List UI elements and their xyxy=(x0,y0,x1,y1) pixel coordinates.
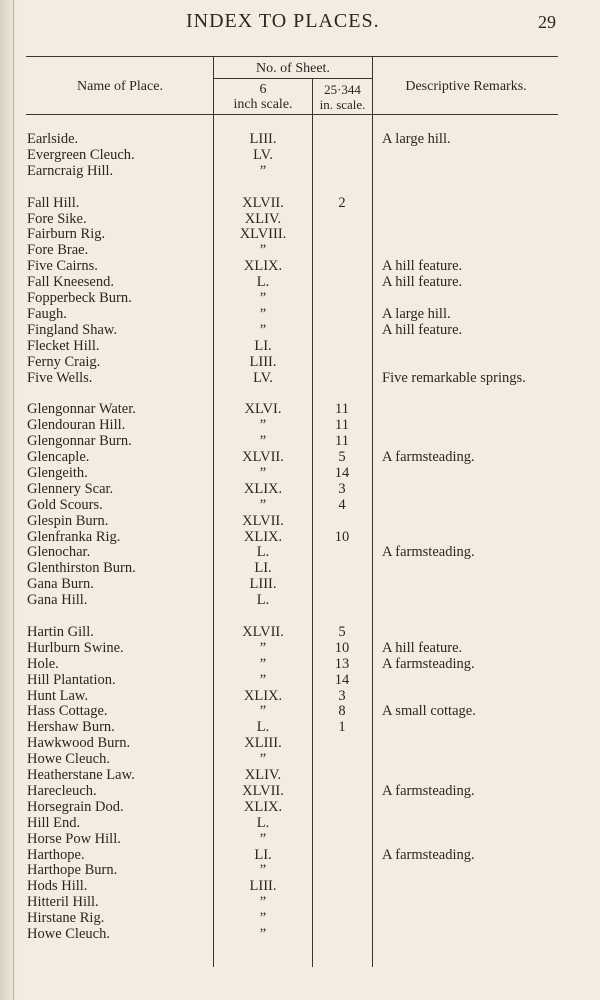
place-name: Harthope. xyxy=(27,846,85,863)
descriptive-remark: A large hill. xyxy=(382,305,451,322)
six-inch-sheet: XLIX. xyxy=(243,798,283,815)
table-row xyxy=(0,544,600,560)
six-inch-sheet: LI. xyxy=(254,337,272,354)
large-scale-sheet: 8 xyxy=(338,703,346,720)
place-name: Glencaple. xyxy=(27,449,90,465)
six-inch-sheet: XLIII. xyxy=(244,735,282,752)
table-row xyxy=(0,258,600,274)
table-row xyxy=(0,815,600,831)
six-inch-sheet: XLIX. xyxy=(243,258,283,275)
place-name: Fingland Shaw. xyxy=(27,321,118,338)
large-scale-sheet: 10 xyxy=(334,639,350,656)
place-name: Horsegrain Dod. xyxy=(27,798,124,815)
large-scale-sheet: 4 xyxy=(338,496,346,513)
table-row xyxy=(0,703,600,719)
six-inch-sheet: XLVII. xyxy=(242,782,284,799)
place-name: Fall Kneesend. xyxy=(27,274,114,291)
header-bottom-rule xyxy=(26,114,558,115)
table-row xyxy=(0,767,600,783)
table-row xyxy=(0,354,600,370)
table-row xyxy=(0,640,600,656)
place-name: Glenfranka Rig. xyxy=(27,528,121,545)
header-name-of-place: Name of Place. xyxy=(77,79,163,94)
six-inch-sheet: L. xyxy=(256,544,270,561)
place-name: Hole. xyxy=(27,655,59,672)
table-row xyxy=(0,576,600,592)
table-row xyxy=(0,179,600,195)
place-name: Hill Plantation. xyxy=(27,671,116,688)
large-scale-sheet: 3 xyxy=(338,687,346,704)
six-inch-sheet: ” xyxy=(259,655,267,672)
six-inch-sheet: XLIX. xyxy=(243,480,283,497)
six-inch-sheet: LI. xyxy=(254,560,272,577)
table-row xyxy=(0,862,600,878)
table-row xyxy=(0,529,600,545)
table-top-rule xyxy=(26,56,558,57)
six-inch-sheet: ” xyxy=(259,417,267,434)
descriptive-remark: A small cottage. xyxy=(382,703,476,720)
table-row xyxy=(0,719,600,735)
table-row xyxy=(0,131,600,147)
place-name: Hitteril Hill. xyxy=(27,894,99,911)
place-name: Ferny Craig. xyxy=(27,353,101,370)
place-name: Faugh. xyxy=(27,305,67,322)
table-row xyxy=(0,242,600,258)
six-inch-sheet: LI. xyxy=(254,846,272,863)
place-name: Fore Sike. xyxy=(27,210,87,227)
place-name: Hods Hill. xyxy=(27,878,88,895)
table-row xyxy=(0,847,600,863)
table-row xyxy=(0,592,600,608)
six-inch-sheet: XLVIII. xyxy=(239,226,287,243)
place-name: Gana Hill. xyxy=(27,592,88,609)
six-inch-sheet: ” xyxy=(259,910,267,927)
table-row xyxy=(0,211,600,227)
descriptive-remark: A large hill. xyxy=(382,131,451,147)
six-inch-sheet: ” xyxy=(259,639,267,656)
table-row xyxy=(0,322,600,338)
large-scale-sheet: 1 xyxy=(338,719,346,736)
descriptive-remark: A farmsteading. xyxy=(382,544,475,561)
place-name: Five Wells. xyxy=(27,369,93,386)
place-name: Hawkwood Burn. xyxy=(27,735,131,752)
place-name: Earncraig Hill. xyxy=(27,162,114,179)
six-inch-sheet: L. xyxy=(256,274,270,291)
descriptive-remark: A farmsteading. xyxy=(382,449,475,465)
table-row xyxy=(0,163,600,179)
place-name: Hartin Gill. xyxy=(27,623,94,640)
six-inch-sheet: XLIX. xyxy=(243,687,283,704)
six-inch-sheet: ” xyxy=(259,703,267,720)
header-no-of-sheet: No. of Sheet. xyxy=(256,61,330,76)
place-name: Hurlburn Swine. xyxy=(27,639,124,656)
table-row xyxy=(0,226,600,242)
six-inch-sheet: ” xyxy=(259,894,267,911)
descriptive-remark: A hill feature. xyxy=(382,258,463,275)
place-name: Glengonnar Burn. xyxy=(27,433,132,450)
table-row xyxy=(0,370,600,386)
table-row xyxy=(0,465,600,481)
six-inch-sheet: L. xyxy=(256,592,270,609)
table-row xyxy=(0,560,600,576)
table-row xyxy=(0,688,600,704)
six-inch-sheet: ” xyxy=(259,290,267,306)
header-descriptive-remarks: Descriptive Remarks. xyxy=(405,79,527,94)
table-row xyxy=(0,751,600,767)
table-row xyxy=(0,195,600,211)
large-scale-sheet: 13 xyxy=(334,655,350,672)
place-name: Fore Brae. xyxy=(27,242,89,259)
table-row xyxy=(0,624,600,640)
place-name: Glespin Burn. xyxy=(27,512,109,529)
table-row xyxy=(0,894,600,910)
place-name: Fopperbeck Burn. xyxy=(27,290,132,306)
descriptive-remark: A hill feature. xyxy=(382,274,463,291)
place-name: Five Cairns. xyxy=(27,258,98,275)
place-name: Glenthirston Burn. xyxy=(27,560,136,577)
place-name: Heatherstane Law. xyxy=(27,767,135,783)
table-row xyxy=(0,926,600,942)
six-inch-sheet: ” xyxy=(259,496,267,513)
six-inch-sheet: LIII. xyxy=(249,131,277,147)
table-row xyxy=(0,417,600,433)
table-row xyxy=(0,608,600,624)
place-name: Hunt Law. xyxy=(27,687,89,704)
large-scale-sheet: 11 xyxy=(335,433,349,450)
six-inch-sheet: ” xyxy=(259,751,267,768)
large-scale-sheet: 2 xyxy=(338,194,346,211)
six-inch-sheet: LIII. xyxy=(249,878,277,895)
table-row xyxy=(0,799,600,815)
descriptive-remark: A farmsteading. xyxy=(382,782,475,799)
descriptive-remark: A hill feature. xyxy=(382,321,463,338)
table-row xyxy=(0,306,600,322)
place-name: Glengonnar Water. xyxy=(27,401,136,418)
six-inch-sheet: XLIX. xyxy=(243,528,283,545)
six-inch-sheet: ” xyxy=(259,321,267,338)
place-name: Hill End. xyxy=(27,814,81,831)
place-name: Flecket Hill. xyxy=(27,337,100,354)
place-name: Earlside. xyxy=(27,131,79,147)
running-head: INDEX TO PLACES. xyxy=(186,10,380,32)
table-row xyxy=(0,497,600,513)
six-inch-sheet: ” xyxy=(259,242,267,259)
place-name: Fall Hill. xyxy=(27,194,80,211)
descriptive-remark: A hill feature. xyxy=(382,639,463,656)
table-row xyxy=(0,656,600,672)
place-name: Glendouran Hill. xyxy=(27,417,126,434)
table-row xyxy=(0,735,600,751)
sheet-group-rule xyxy=(214,78,372,79)
descriptive-remark: Five remarkable springs. xyxy=(382,369,526,386)
table-row xyxy=(0,274,600,290)
six-inch-sheet: ” xyxy=(259,464,267,481)
table-row xyxy=(0,481,600,497)
large-scale-sheet: 11 xyxy=(335,417,349,434)
place-name: Glengeith. xyxy=(27,464,88,481)
descriptive-remark: A farmsteading. xyxy=(382,846,475,863)
table-row xyxy=(0,433,600,449)
large-scale-sheet: 5 xyxy=(338,449,346,465)
large-scale-sheet: 5 xyxy=(338,623,346,640)
place-name: Harthope Burn. xyxy=(27,862,118,879)
place-name: Horse Pow Hill. xyxy=(27,830,121,847)
table-row xyxy=(0,831,600,847)
large-scale-sheet: 14 xyxy=(334,464,350,481)
six-inch-sheet: L. xyxy=(256,814,270,831)
table-row xyxy=(0,449,600,465)
place-name: Gold Scours. xyxy=(27,496,103,513)
six-inch-sheet: LIII. xyxy=(249,576,277,593)
place-name: Evergreen Cleuch. xyxy=(27,146,135,163)
place-name: Howe Cleuch. xyxy=(27,926,110,942)
six-inch-sheet: L. xyxy=(256,719,270,736)
page-number: 29 xyxy=(538,12,556,32)
six-inch-sheet: LIII. xyxy=(249,353,277,370)
six-inch-sheet: ” xyxy=(259,862,267,879)
header-big-scale-top: 25·344 xyxy=(324,82,361,97)
six-inch-sheet: LV. xyxy=(253,369,273,386)
header-six-inch-bottom: inch scale. xyxy=(233,97,293,112)
table-row xyxy=(0,147,600,163)
six-inch-sheet: ” xyxy=(259,162,267,179)
six-inch-sheet: ” xyxy=(259,926,267,942)
header-six-inch-top: 6 xyxy=(259,82,267,97)
six-inch-sheet: XLVII. xyxy=(242,194,284,211)
table-row xyxy=(0,513,600,529)
place-name: Glenochar. xyxy=(27,544,91,561)
table-row xyxy=(0,910,600,926)
six-inch-sheet: XLVII. xyxy=(242,449,284,465)
place-name: Fairburn Rig. xyxy=(27,226,106,243)
header-big-scale-bottom: in. scale. xyxy=(319,97,366,112)
large-scale-sheet: 14 xyxy=(334,671,350,688)
six-inch-sheet: ” xyxy=(259,305,267,322)
large-scale-sheet: 11 xyxy=(335,401,349,418)
place-name: Gana Burn. xyxy=(27,576,94,593)
table-row xyxy=(0,672,600,688)
place-name: Hirstane Rig. xyxy=(27,910,105,927)
table-row xyxy=(0,290,600,306)
place-name: Glennery Scar. xyxy=(27,480,114,497)
six-inch-sheet: XLVII. xyxy=(242,512,284,529)
descriptive-remark: A farmsteading. xyxy=(382,655,475,672)
six-inch-sheet: ” xyxy=(259,671,267,688)
six-inch-sheet: ” xyxy=(259,433,267,450)
six-inch-sheet: LV. xyxy=(253,146,273,163)
table-row xyxy=(0,878,600,894)
large-scale-sheet: 10 xyxy=(334,528,350,545)
table-row xyxy=(0,783,600,799)
large-scale-sheet: 3 xyxy=(338,480,346,497)
six-inch-sheet: XLIV. xyxy=(244,210,282,227)
table-row xyxy=(0,338,600,354)
place-name: Howe Cleuch. xyxy=(27,751,110,768)
six-inch-sheet: XLVII. xyxy=(242,623,284,640)
table-row xyxy=(0,385,600,401)
place-name: Hershaw Burn. xyxy=(27,719,115,736)
place-name: Hass Cottage. xyxy=(27,703,108,720)
six-inch-sheet: XLVI. xyxy=(244,401,282,418)
table-row xyxy=(0,401,600,417)
place-name: Harecleuch. xyxy=(27,782,97,799)
six-inch-sheet: ” xyxy=(259,830,267,847)
six-inch-sheet: XLIV. xyxy=(244,767,282,783)
